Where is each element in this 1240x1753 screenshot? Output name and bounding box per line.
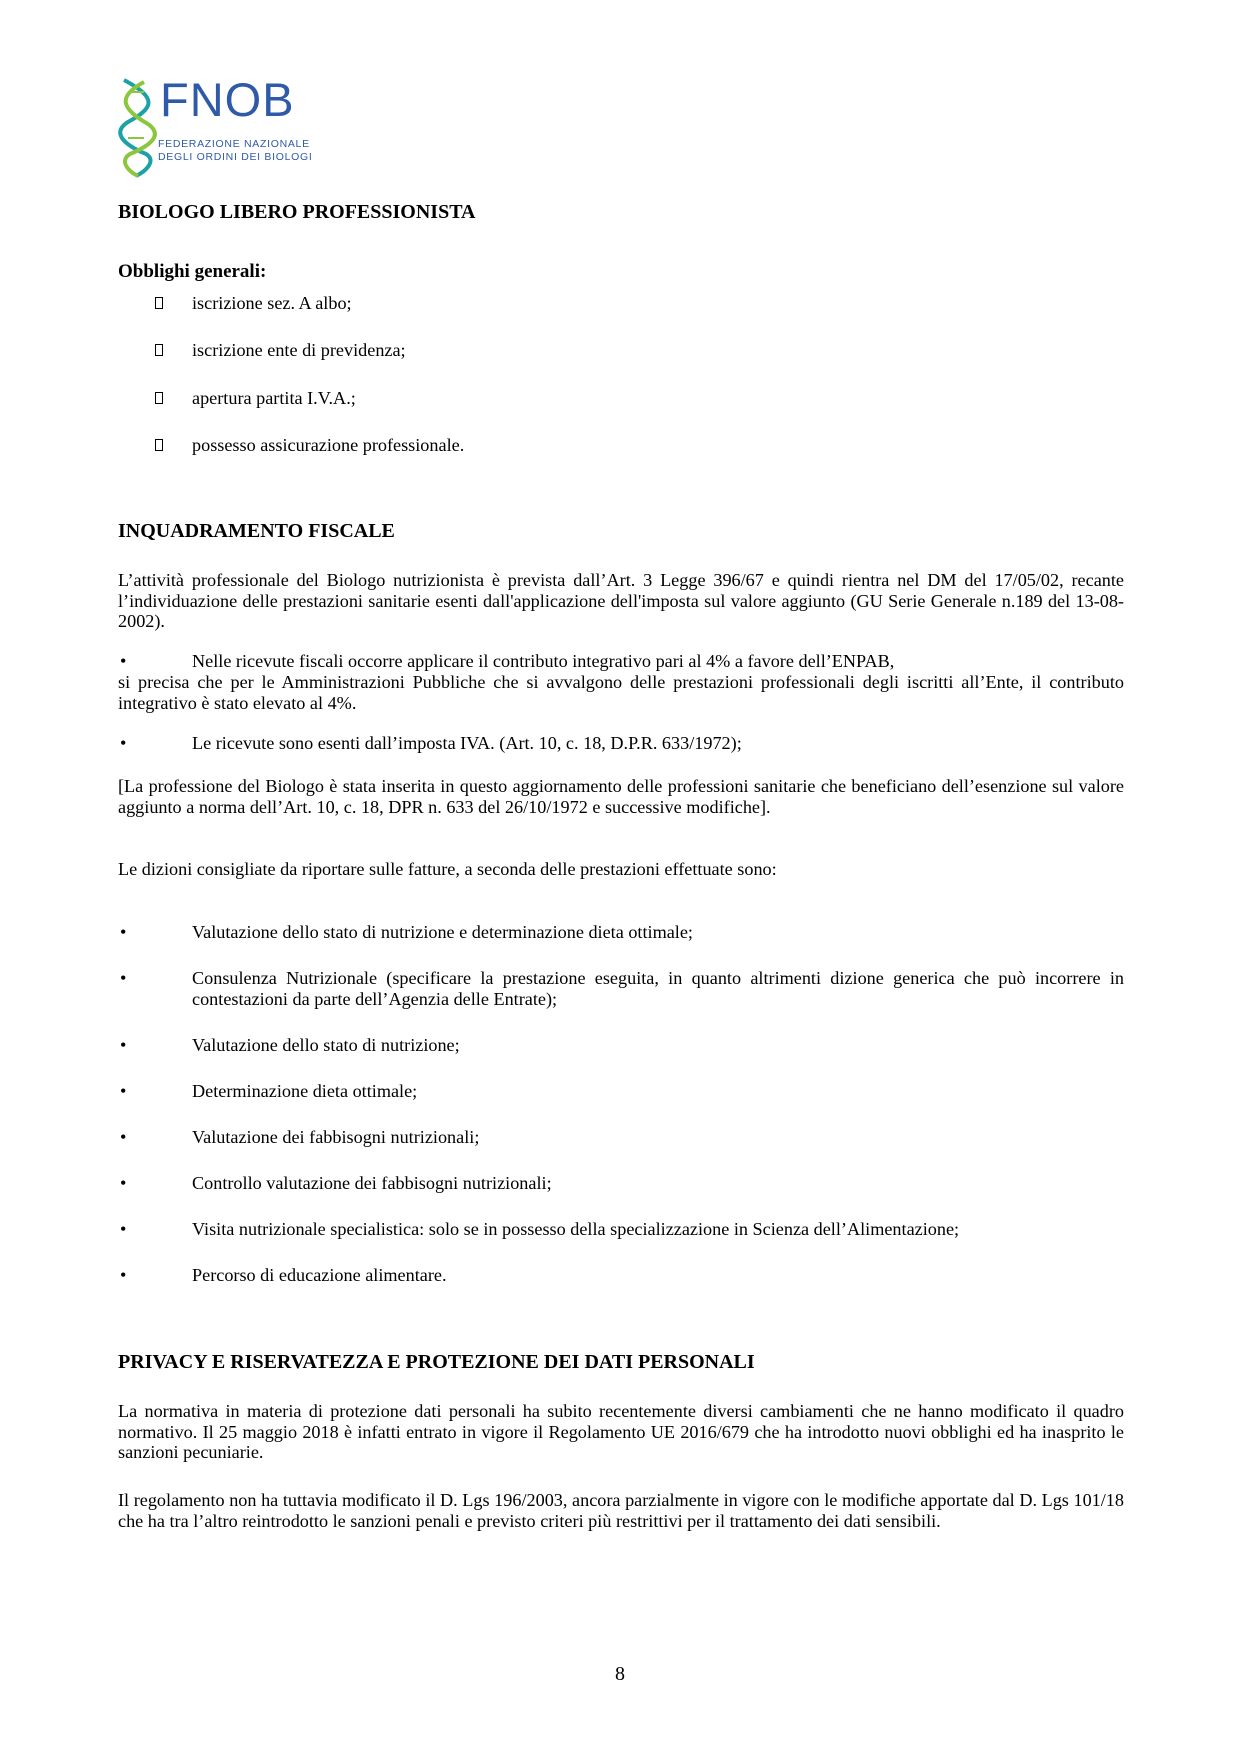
section-title-inquadramento: INQUADRAMENTO FISCALE (118, 520, 395, 542)
subtitle-obblighi: Obblighi generali: (118, 261, 267, 282)
logo-subtitle-line1: FEDERAZIONE NAZIONALE (158, 138, 310, 150)
checkbox-square-icon (155, 297, 163, 309)
paragraph: L’attività professionale del Biologo nutrizionista è prevista dall’Art. 3 Legge 396/67 e quindi rientra nel DM del 17/05/02, recante l’individuazione delle prestazioni sanitarie esenti dall'applicazione dell'imposta sul valore aggiunto (GU Serie Generale n.189 del 13-08-2002). (118, 570, 1124, 631)
bullet-icon: • (120, 1081, 127, 1101)
dna-helix-icon (118, 78, 158, 178)
page-number: 8 (615, 1663, 625, 1685)
logo-wordmark: FNOB (160, 73, 295, 126)
section-title-biologo: BIOLOGO LIBERO PROFESSIONISTA (118, 201, 476, 223)
bullet-icon: • (120, 651, 127, 671)
checkbox-square-icon (155, 439, 163, 451)
paragraph: Le dizioni consigliate da riportare sulle fatture, a seconda delle prestazioni effettuate sono: (118, 859, 777, 879)
logo-subtitle-line2: DEGLI ORDINI DEI BIOLOGI (158, 151, 313, 163)
bullet-icon: • (120, 733, 127, 753)
bullet-icon: • (120, 1265, 127, 1285)
document-page: FNOB FEDERAZIONE NAZIONALE DEGLI ORDINI DEI BIOLOGI BIOLOGO LIBERO PROFESSIONISTA Obblighi generali: iscrizione sez. A albo; iscrizione ente di previdenza; apertura partita I.V.A.; possesso assicurazione professionale. INQUADRAMENTO FISCALE L’attività professionale del Biologo nutrizionista è prevista dall’Art. 3 Legge 396/67 e quindi rientra nel DM del 17/05/02, recante l’individuazione delle prestazioni sanitarie esenti dall'applicazione dell'imposta sul valore aggiunto (GU Serie Generale n.189 del 13-08-2002). • Nelle ricevute fiscali occorre applicare il contributo integrativo pari al 4% a favore dell’ENPAB, si precisa che per le Amministrazioni Pubbliche che si avvalgono delle prestazioni professionali degli iscritti all’Ente, il contributo integrativo è stato elevato al 4%. • Le ricevute sono esenti dall’imposta IVA. (Art. 10, c. 18, D.P.R. 633/1972); [La professione del Biologo è stata inserita in questo aggiornamento delle professioni sanitarie che beneficiano dell’esenzione sul valore aggiunto a norma dell’Art. 10, c. 18, DPR n. 633 del 26/10/1972 e successive modifiche]. Le dizioni consigliate da riportare sulle fatture, a seconda delle prestazioni effettuate sono: • Valutazione dello stato di nutrizione e determinazione dieta ottimale; • Consulenza Nutrizionale (specificare la prestazione eseguita, in quanto altrimenti dizione generica che può incorrere in contestazioni da parte dell’Agenzia delle Entrate); • Valutazione dello stato di nutrizione; • Determinazione dieta ottimale; • Valutazione dei fabbisogni nutrizionali; • Controllo valutazione dei fabbisogni nutrizionali; • Visita nutrizionale specialistica: solo se in possesso della specializzazione in Scienza dell’Alimentazione; • Percorso di educazione alimentare. PRIVACY E RISERVATEZZA E PROTEZIONE DEI DATI PERSONALI La normativa in materia di protezione dati personali ha subito recentemente diversi cambiamenti che ne hanno modificato il quadro normativo. Il 25 maggio 2018 è infatti entrato in vigore il Regolamento UE 2016/679 che ha introdotto nuovi obblighi ed ha inasprito le sanzioni pecuniarie. Il regolamento non ha tuttavia modificato il D. Lgs 196/2003, ancora parzialmente in vigore con le modifiche apportate dal D. Lgs 101/18 che ha tra l’altro reintrodotto le sanzioni penali e previsto criteri più restrittivi per il trattamento dei dati sensibili. 8 (0, 0, 1240, 1753)
bullet-icon: • (120, 1035, 127, 1055)
bullet-icon: • (120, 968, 127, 988)
note-paragraph: [La professione del Biologo è stata inserita in questo aggiornamento delle professioni sanitarie che beneficiano dell’esenzione sul valore aggiunto a norma dell’Art. 10, c. 18, DPR n. 633 del 26/10/1972 e successive modifiche]. (118, 776, 1124, 817)
bullet-icon: • (120, 922, 127, 942)
section-title-privacy: PRIVACY E RISERVATEZZA E PROTEZIONE DEI DATI PERSONALI (118, 1351, 755, 1373)
paragraph: si precisa che per le Amministrazioni Pubbliche che si avvalgono delle prestazioni professionali degli iscritti all’Ente, il contributo integrativo è stato elevato al 4%. (118, 672, 1124, 713)
fnob-logo (118, 73, 318, 178)
checkbox-square-icon (155, 392, 163, 404)
bullet-icon: • (120, 1219, 127, 1239)
paragraph: La normativa in materia di protezione dati personali ha subito recentemente diversi cambiamenti che ne hanno modificato il quadro normativo. Il 25 maggio 2018 è infatti entrato in vigore il Regolamento UE 2016/679 che ha introdotto nuovi obblighi ed ha inasprito le sanzioni pecuniarie. (118, 1401, 1124, 1462)
paragraph: Il regolamento non ha tuttavia modificato il D. Lgs 196/2003, ancora parzialmente in vigore con le modifiche apportate dal D. Lgs 101/18 che ha tra l’altro reintrodotto le sanzioni penali e previsto criteri più restrittivi per il trattamento dei dati sensibili. (118, 1490, 1124, 1531)
checkbox-square-icon (155, 344, 163, 356)
bullet-icon: • (120, 1173, 127, 1193)
bullet-icon: • (120, 1127, 127, 1147)
